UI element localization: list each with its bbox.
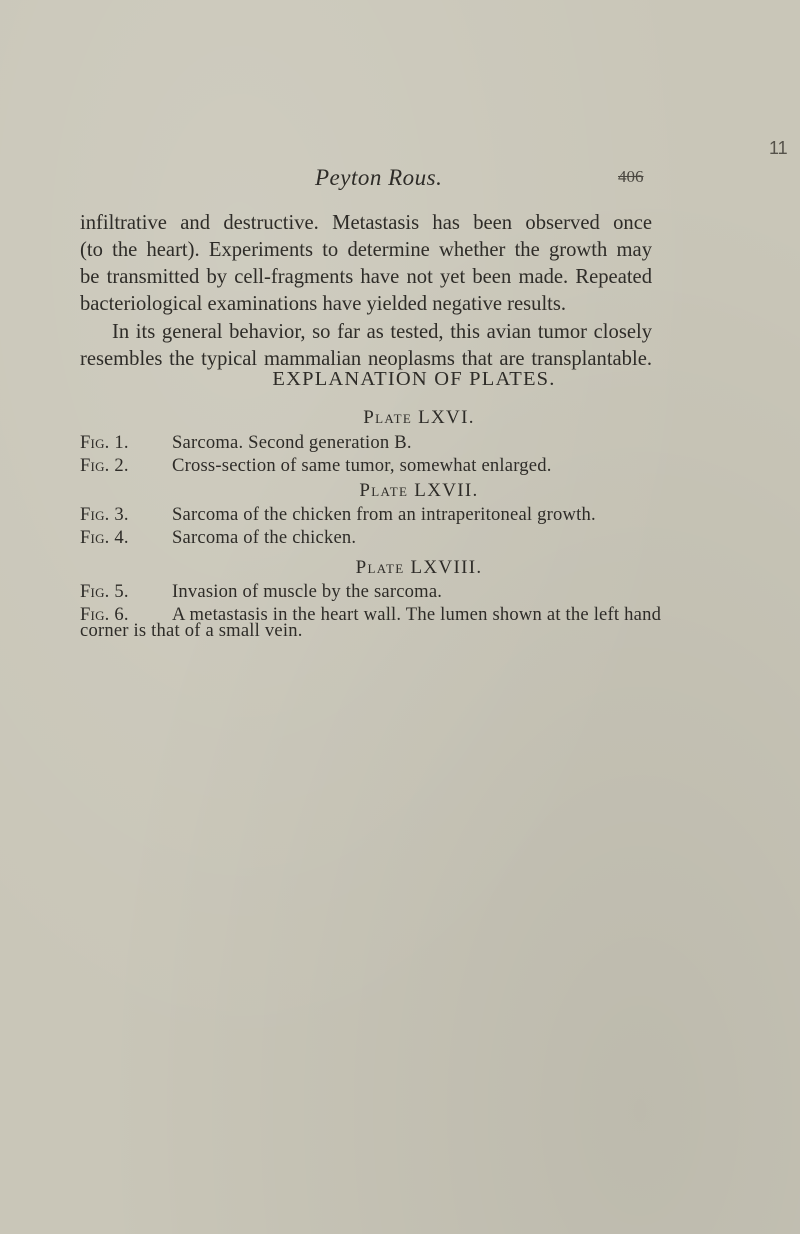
plate-title: Plate LXVII. bbox=[359, 480, 479, 501]
figure-label: Fig. 3. bbox=[80, 504, 129, 525]
running-head-page-number: 406 bbox=[618, 167, 644, 186]
figure-label: Fig. 4. bbox=[80, 527, 129, 548]
figure-text: Sarcoma of the chicken. bbox=[172, 527, 357, 548]
figure-caption bbox=[80, 432, 660, 454]
body-line: In its general behavior, so far as tested, this avian tumor closely bbox=[112, 321, 652, 343]
body-line: bacteriological examinations have yielded negative results. bbox=[80, 293, 567, 315]
running-head bbox=[0, 165, 800, 195]
figure-caption bbox=[80, 455, 660, 477]
figure-label: Fig. 5. bbox=[80, 581, 129, 602]
figure-text: Invasion of muscle by the sarcoma. bbox=[172, 581, 443, 602]
figure-caption bbox=[80, 504, 660, 526]
body-line: resembles the typical mammalian neoplasms that are transplantable. bbox=[80, 348, 652, 370]
figure-label: Fig. 2. bbox=[80, 455, 129, 476]
figure-text: Sarcoma of the chicken from an intraperitoneal growth. bbox=[172, 504, 596, 525]
plate-title: Plate LXVI. bbox=[363, 407, 475, 428]
figure-text: Sarcoma. Second generation B. bbox=[172, 432, 412, 453]
figure-label: Fig. 1. bbox=[80, 432, 129, 453]
figure-caption bbox=[80, 527, 660, 549]
body-line: infiltrative and destructive. Metastasis has been observed once bbox=[80, 212, 652, 234]
figure-label: Fig. 6. bbox=[80, 604, 129, 625]
running-head-author: Peyton Rous. bbox=[315, 165, 443, 190]
figure-caption bbox=[80, 581, 660, 603]
corner-page-mark: 11 bbox=[769, 138, 788, 158]
explanation-heading: EXPLANATION OF PLATES. bbox=[272, 368, 556, 390]
figure-text: Cross-section of same tumor, somewhat enlarged. bbox=[172, 455, 552, 476]
body-line: (to the heart). Experiments to determine whether the growth may bbox=[80, 239, 652, 261]
figure-text: A metastasis in the heart wall. The lumen shown at the left hand bbox=[172, 604, 662, 625]
figure-caption-continuation: corner is that of a small vein. bbox=[80, 620, 303, 641]
body-line: be transmitted by cell-fragments have not yet been made. Repeated bbox=[80, 266, 652, 288]
plate-title: Plate LXVIII. bbox=[355, 557, 483, 578]
